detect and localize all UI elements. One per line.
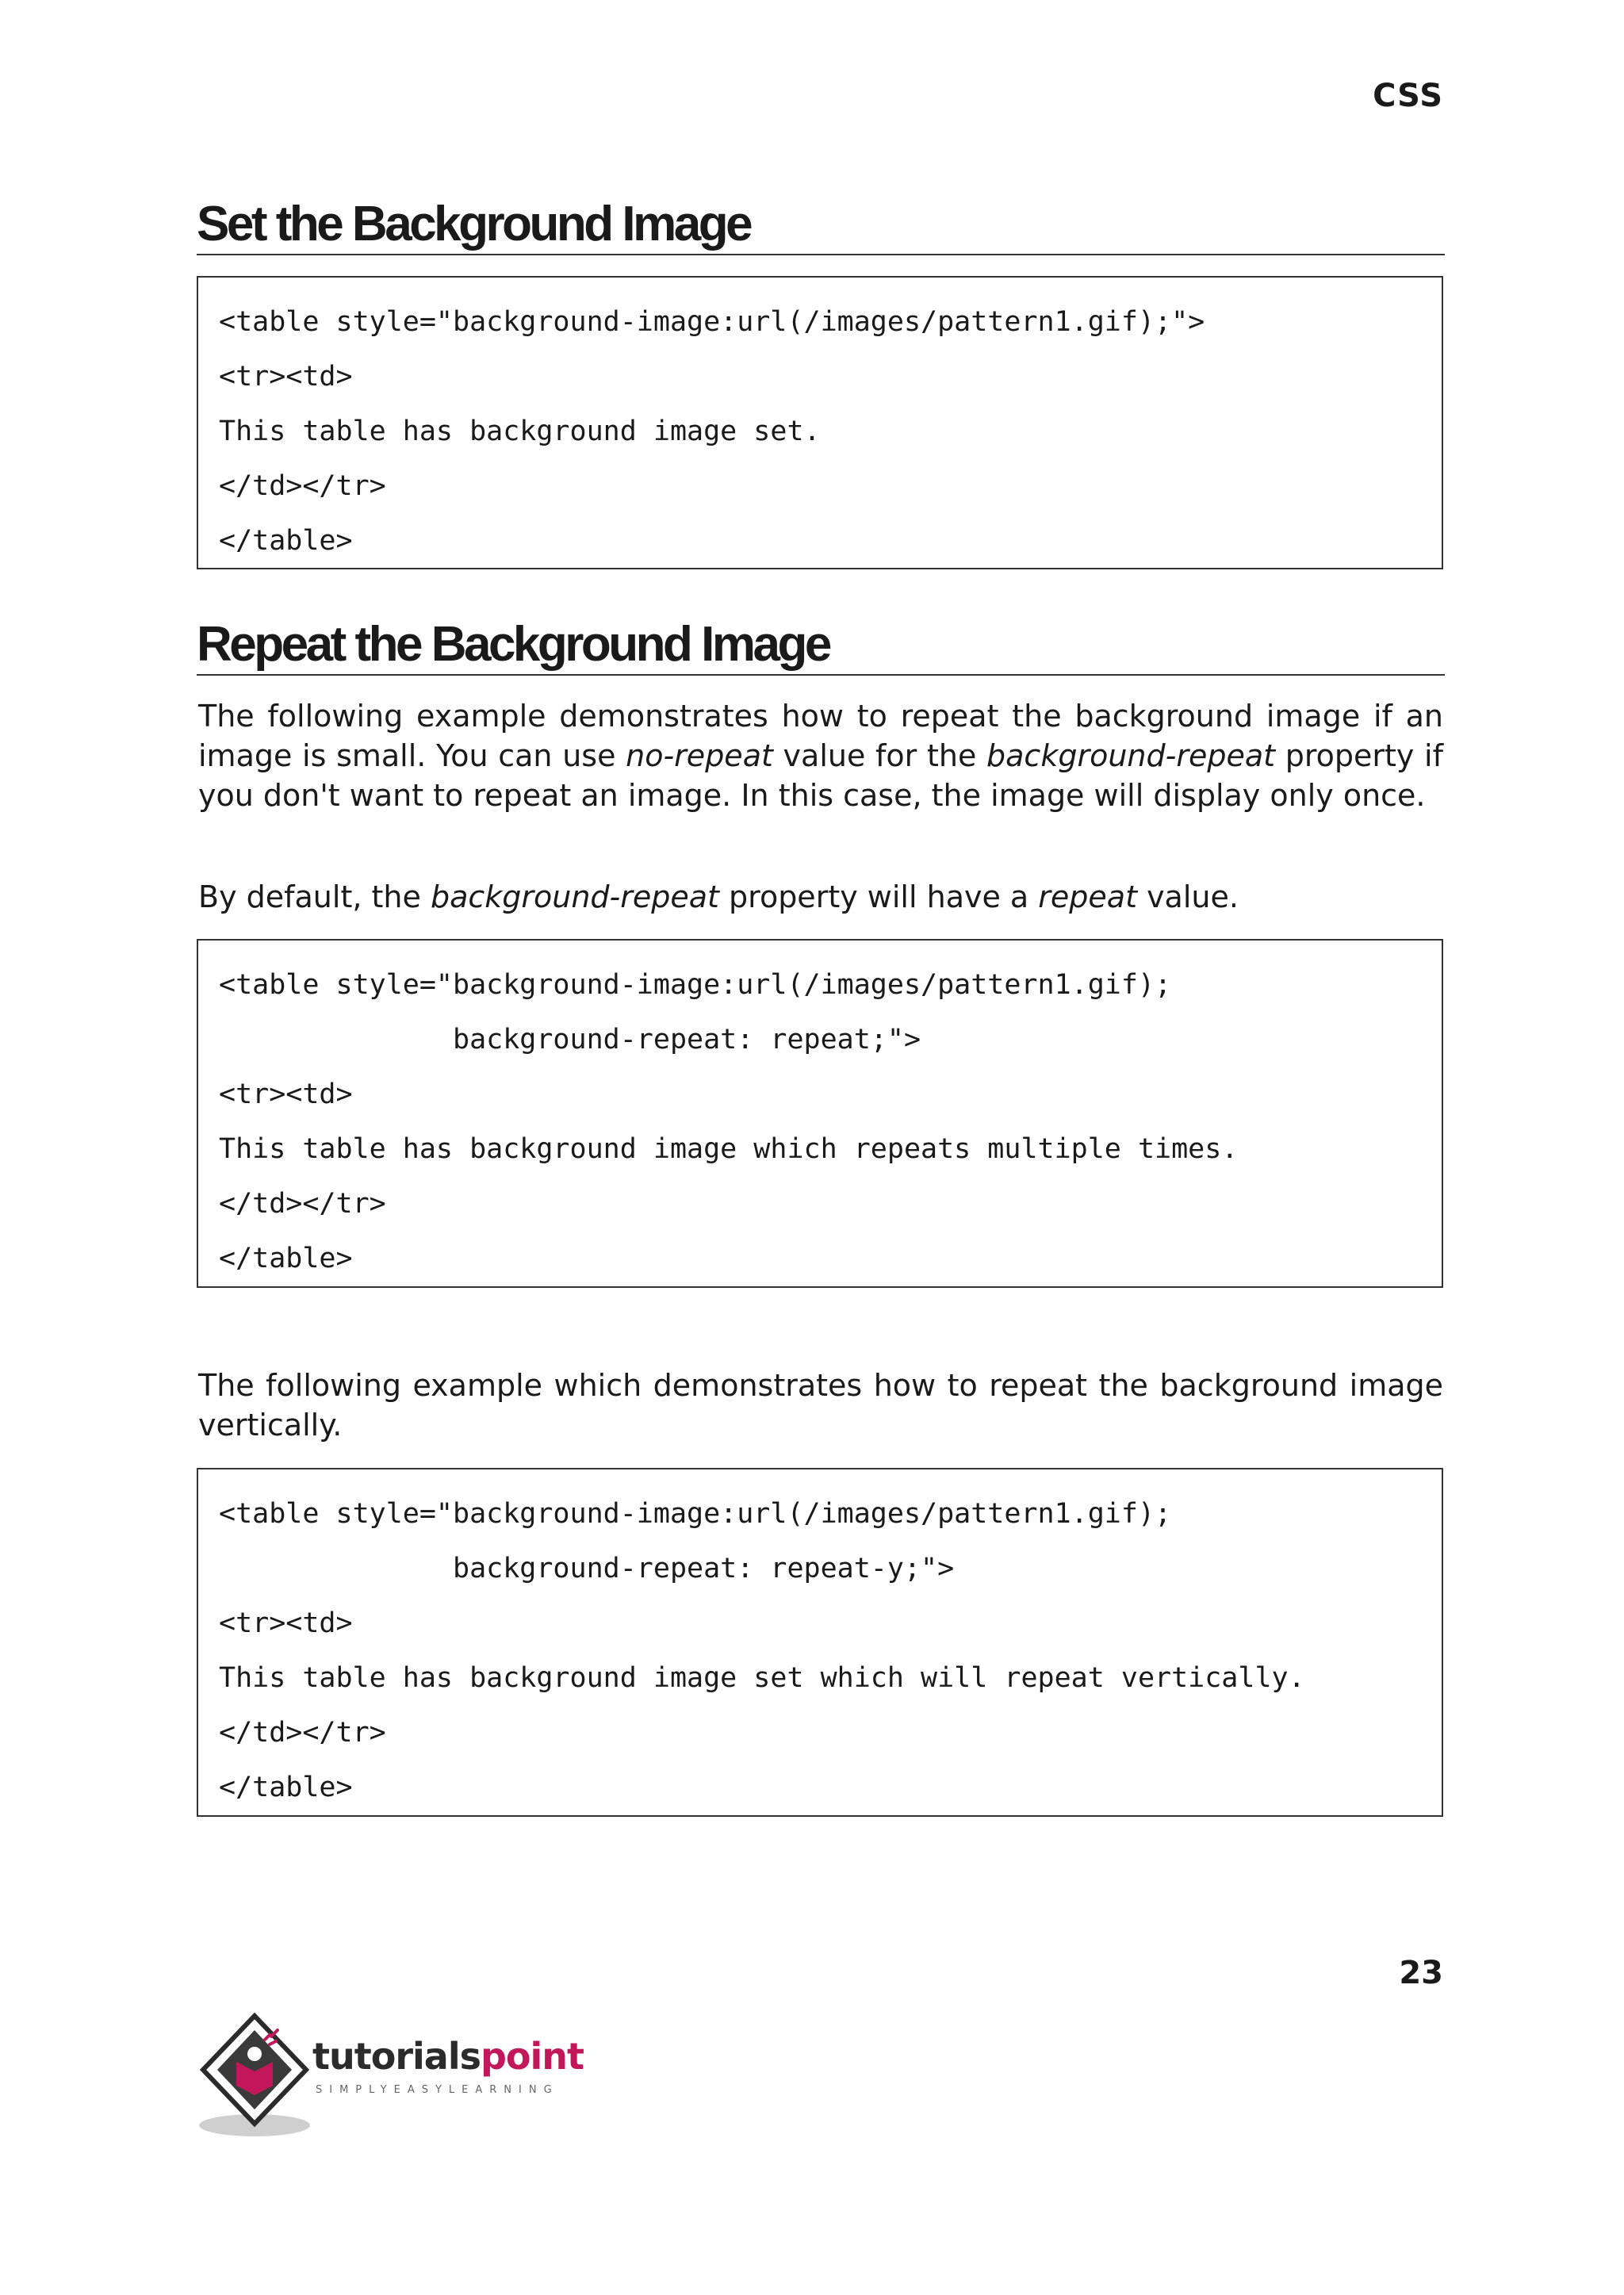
code-block-repeat-y xyxy=(197,1468,1443,1817)
code-line: This table has background image set. xyxy=(219,416,821,447)
code-line: </table> xyxy=(219,525,353,557)
text-run: property if you don't want to repeat an image. In this case, the image will display only once. xyxy=(198,738,1443,813)
logo-word-point: point xyxy=(480,2035,584,2078)
emphasis-repeat: repeat xyxy=(1038,879,1137,914)
section-title-repeat-background: Repeat the Background Image xyxy=(197,619,1445,676)
running-header: CSS xyxy=(1373,78,1443,114)
code-line: <tr><td> xyxy=(219,1079,353,1110)
code-line: background-repeat: repeat-y;"> xyxy=(219,1553,955,1584)
code-line: This table has background image set which will repeat vertically. xyxy=(219,1662,1305,1694)
emphasis-background-repeat: background-repeat xyxy=(986,738,1276,773)
code-line: <tr><td> xyxy=(219,361,353,393)
logo-diamond-icon xyxy=(195,2013,314,2140)
section-title-set-background: Set the Background Image xyxy=(197,198,1445,255)
code-line: </td></tr> xyxy=(219,1188,386,1220)
text-run: value. xyxy=(1136,879,1239,914)
code-line: <table style="background-image:url(/images/pattern1.gif); xyxy=(219,969,1172,1001)
emphasis-background-repeat: background-repeat xyxy=(430,879,719,914)
text-run: property will have a xyxy=(718,879,1039,914)
code-line: <table style="background-image:url(/images/pattern1.gif);"> xyxy=(219,306,1205,338)
paragraph-repeat-intro xyxy=(198,696,1443,815)
text-run: By default, the xyxy=(198,879,431,914)
logo-tagline: SIMPLYEASYLEARNING xyxy=(316,2084,559,2096)
emphasis-no-repeat: no-repeat xyxy=(626,738,773,773)
code-line: </td></tr> xyxy=(219,470,386,502)
text-run: The following example demonstrates how to repeat the background image if an image is small. You can use xyxy=(198,699,1443,773)
tutorialspoint-logo xyxy=(195,2013,607,2140)
logo-wordmark xyxy=(312,2035,584,2078)
code-line: <tr><td> xyxy=(219,1607,353,1639)
code-line: </table> xyxy=(219,1772,353,1803)
code-line: <table style="background-image:url(/images/pattern1.gif); xyxy=(219,1498,1172,1530)
code-line: background-repeat: repeat;"> xyxy=(219,1024,921,1056)
text-run: value for the xyxy=(772,738,987,773)
logo-word-tutorials: tutorials xyxy=(312,2035,481,2078)
paragraph-default-repeat xyxy=(198,877,1443,917)
paragraph-repeat-vertical: The following example which demonstrates how to repeat the background image vertically. xyxy=(198,1368,1443,1443)
code-block-repeat xyxy=(197,939,1443,1288)
code-line: </table> xyxy=(219,1243,353,1274)
code-block-set-background xyxy=(197,276,1443,569)
page-number: 23 xyxy=(1399,1955,1443,1991)
code-line: </td></tr> xyxy=(219,1717,386,1749)
code-line: This table has background image which repeats multiple times. xyxy=(219,1133,1239,1165)
